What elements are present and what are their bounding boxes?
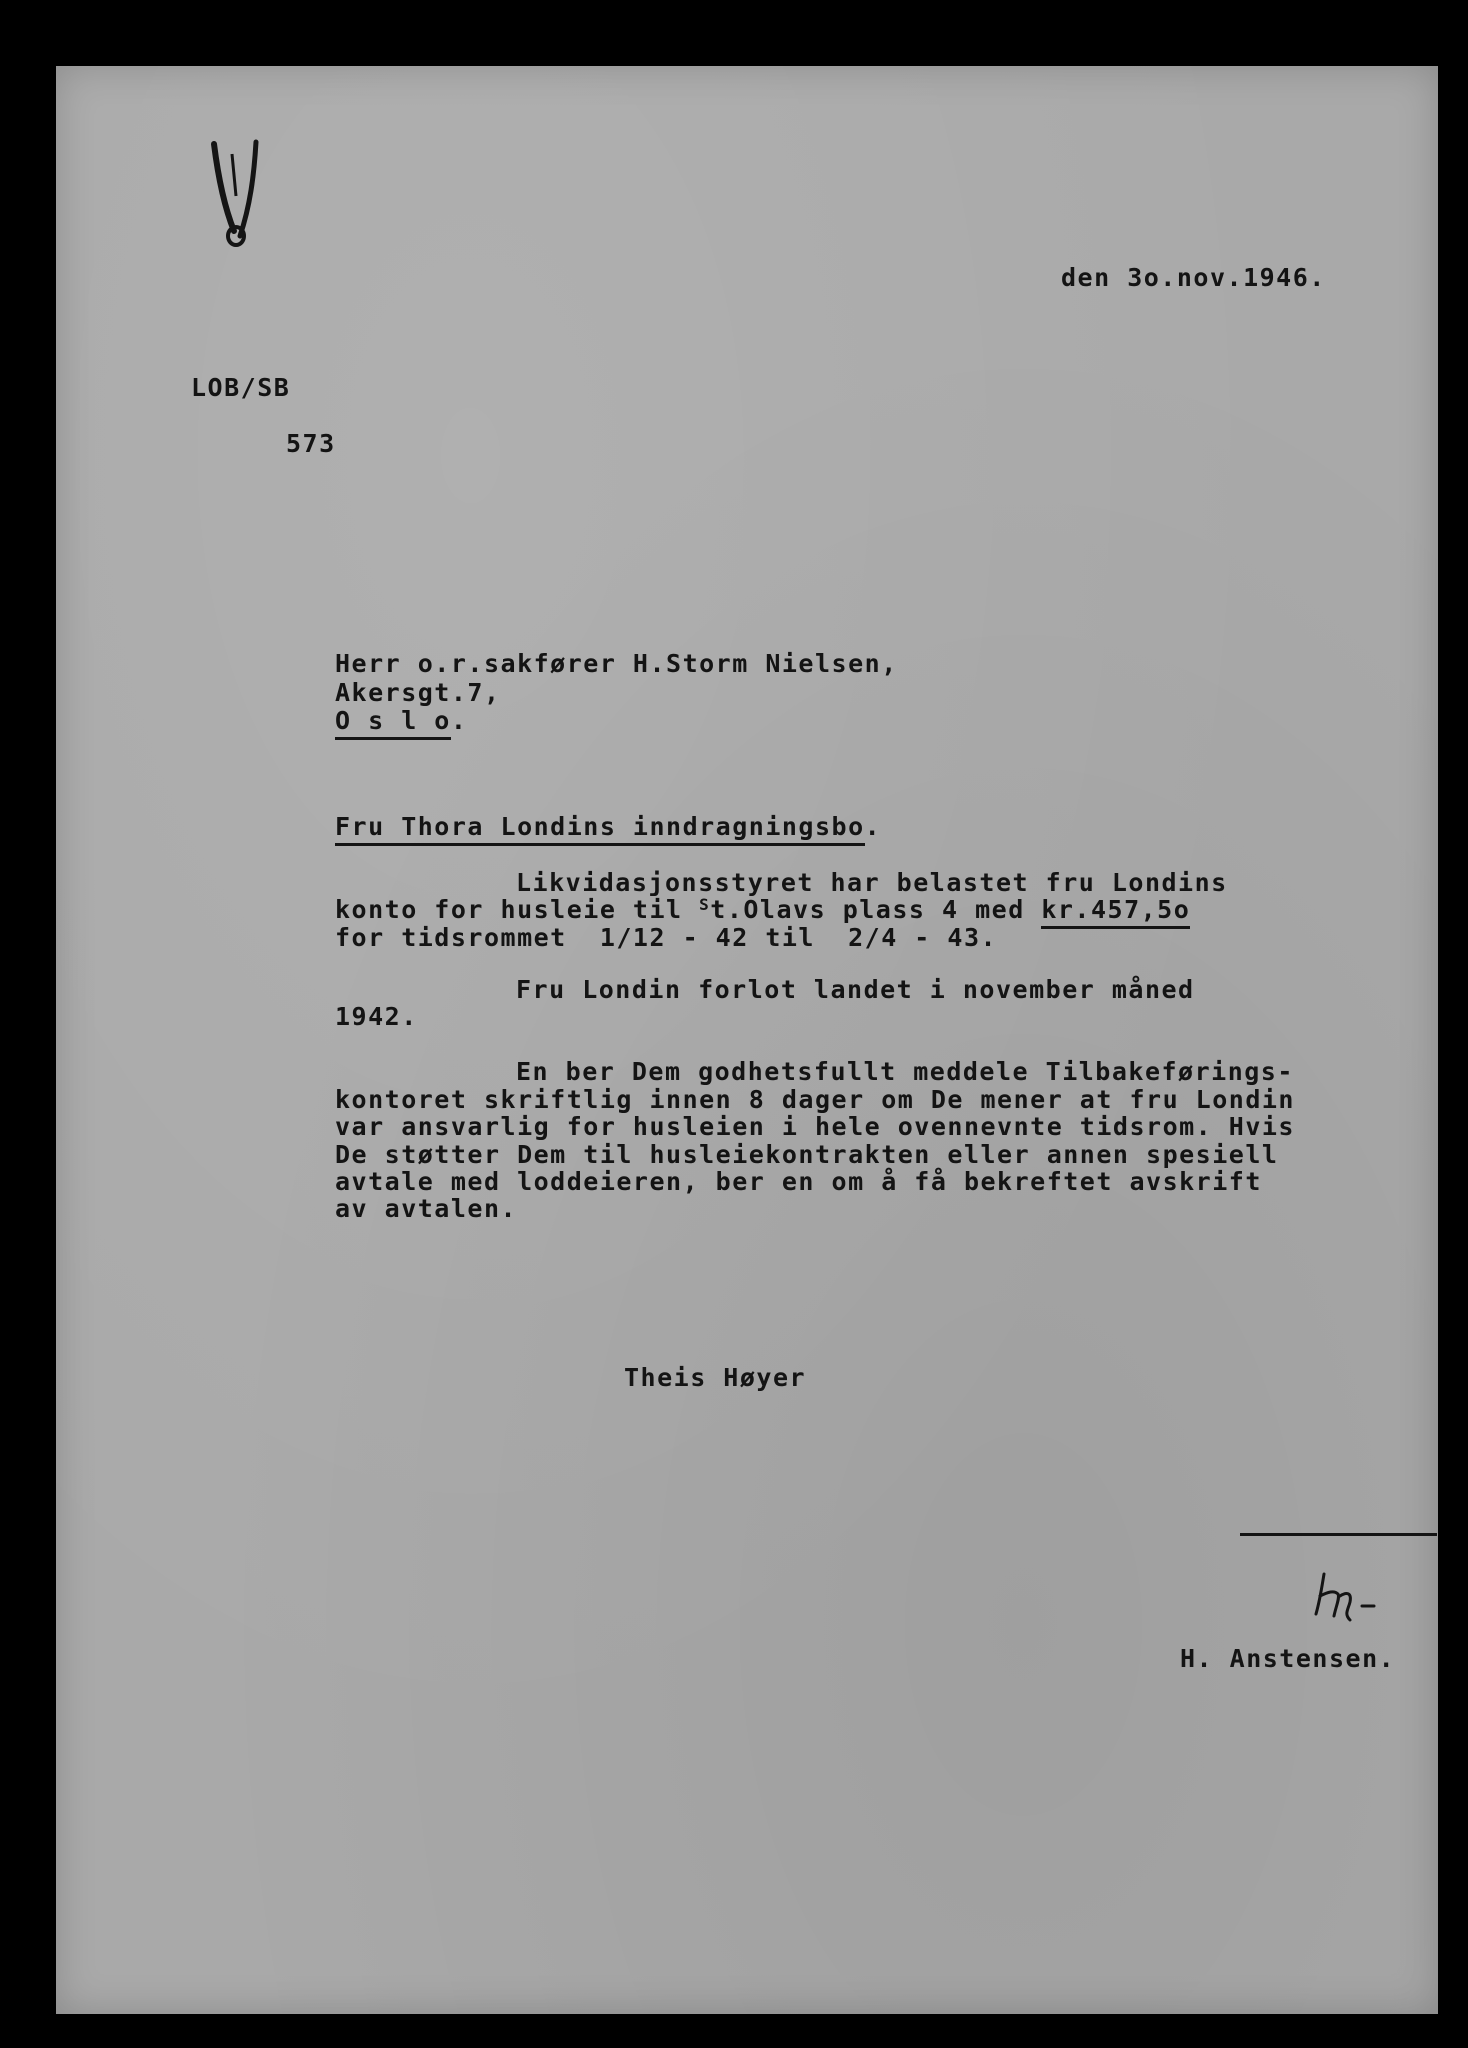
paragraph1-line2 xyxy=(335,897,1190,922)
paragraph1-line2-middle: t.Olavs plass 4 med xyxy=(710,895,1042,924)
recipient-city xyxy=(335,708,467,733)
recipient-city-name: O s l o xyxy=(335,706,451,740)
subject-line xyxy=(335,814,881,839)
paragraph3-line2: kontoret skriftlig innen 8 dager om De mener at fru Londin xyxy=(335,1085,1295,1114)
paragraph2-line2: 1942. xyxy=(335,1002,418,1031)
recipient-street: Akersgt.7, xyxy=(335,678,501,707)
paragraph2-line1: Fru Londin forlot landet i november måned xyxy=(516,975,1195,1004)
paragraph3-line1: En ber Dem godhetsfullt meddele Tilbakeførings- xyxy=(516,1057,1294,1086)
recipient-city-suffix: . xyxy=(450,706,468,735)
cosigner-name: H. Anstensen. xyxy=(1180,1644,1396,1673)
letter-sheet xyxy=(56,66,1438,2014)
paragraph1-superscript: S xyxy=(699,895,711,914)
recipient-name: Herr o.r.sakfører H.Storm Nielsen, xyxy=(335,649,898,678)
paragraph3-line5: avtale med loddeieren, ber en om å få bekreftet avskrift xyxy=(335,1167,1262,1196)
reference-number: 573 xyxy=(286,429,336,458)
paragraph3-line6: av avtalen. xyxy=(335,1194,518,1223)
paragraph3-line3: var ansvarlig for husleien i hele ovennevnte tidsrom. Hvis xyxy=(335,1112,1295,1141)
handwritten-mark-icon xyxy=(206,136,266,256)
paragraph3-line4: De støtter Dem til husleiekontrakten eller annen spesiell xyxy=(335,1140,1279,1169)
paragraph1-line1: Likvidasjonsstyret har belastet fru Londins xyxy=(516,868,1228,897)
paragraph1-line3: for tidsrommet 1/12 - 42 til 2/4 - 43. xyxy=(335,923,998,952)
reference-code: LOB/SB xyxy=(191,373,291,402)
subject-suffix: . xyxy=(864,812,882,841)
signature-line xyxy=(1240,1533,1437,1536)
paragraph1-line2-prefix: konto for husleie til xyxy=(335,895,700,924)
handwritten-initials-icon xyxy=(1306,1566,1386,1626)
amount: kr.457,5o xyxy=(1041,895,1190,929)
letter-date: den 3o.nov.1946. xyxy=(1061,263,1326,292)
signatory-name: Theis Høyer xyxy=(624,1363,807,1392)
subject-text: Fru Thora Londins inndragningsbo xyxy=(335,812,865,846)
